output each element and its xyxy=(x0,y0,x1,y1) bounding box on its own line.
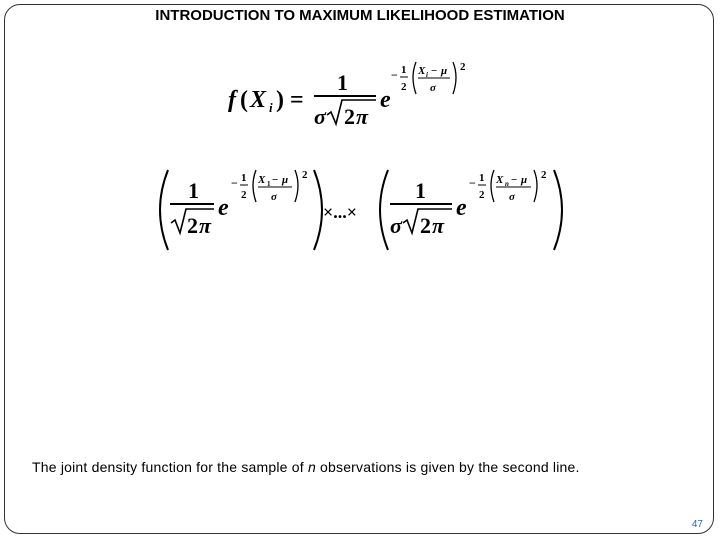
svg-text:f: f xyxy=(228,87,236,113)
svg-text:2: 2 xyxy=(460,61,466,73)
svg-text:e: e xyxy=(218,195,229,221)
svg-text:σ: σ xyxy=(390,213,402,238)
caption-text-start: The joint density function for the sample of xyxy=(32,459,308,475)
svg-text:σ: σ xyxy=(271,191,277,203)
slide-caption xyxy=(32,459,580,475)
svg-text:1: 1 xyxy=(401,64,407,76)
svg-text:i: i xyxy=(269,100,273,115)
svg-text:i: i xyxy=(426,71,428,79)
svg-text:e: e xyxy=(456,195,467,221)
svg-text:−: − xyxy=(391,68,398,82)
svg-text:X: X xyxy=(250,87,267,113)
svg-text:2: 2 xyxy=(401,81,407,93)
svg-text:2: 2 xyxy=(302,169,308,181)
svg-text:μ: μ xyxy=(441,65,448,77)
svg-text:1: 1 xyxy=(241,172,247,184)
svg-text:X: X xyxy=(496,174,504,186)
svg-text:μ: μ xyxy=(282,174,289,186)
svg-text:μ: μ xyxy=(521,174,528,186)
svg-text:X: X xyxy=(418,65,426,77)
svg-text:1: 1 xyxy=(337,70,348,95)
svg-text:2: 2 xyxy=(541,169,547,181)
svg-text:2: 2 xyxy=(420,213,431,238)
svg-text:1: 1 xyxy=(415,178,426,203)
svg-text:×...×: ×...× xyxy=(323,202,358,222)
svg-text:1: 1 xyxy=(267,180,271,188)
joint-density-formula xyxy=(160,169,562,250)
svg-text:n: n xyxy=(505,180,509,188)
svg-text:−: − xyxy=(431,65,438,77)
svg-text:σ: σ xyxy=(430,82,436,94)
svg-text:2: 2 xyxy=(344,104,355,129)
svg-text:−: − xyxy=(272,174,279,186)
slide-title: INTRODUCTION TO MAXIMUM LIKELIHOOD ESTIMATION xyxy=(155,7,565,24)
svg-text:1: 1 xyxy=(479,172,485,184)
svg-text:π: π xyxy=(356,104,369,129)
svg-text:2: 2 xyxy=(479,189,485,201)
page-number: 47 xyxy=(691,519,703,530)
caption-text-end: observations is given by the second line. xyxy=(315,459,580,475)
svg-text:): ) xyxy=(276,87,284,113)
svg-text:−: − xyxy=(511,174,518,186)
svg-text:σ: σ xyxy=(509,191,515,203)
single-density-formula xyxy=(228,61,466,129)
svg-text:e: e xyxy=(380,87,391,113)
svg-text:X: X xyxy=(258,174,266,186)
svg-text:π: π xyxy=(432,213,445,238)
caption-variable-n: n xyxy=(307,459,316,475)
svg-text:2: 2 xyxy=(187,213,198,238)
svg-text:1: 1 xyxy=(188,178,199,203)
svg-text:σ: σ xyxy=(314,104,326,129)
svg-text:−: − xyxy=(231,176,238,190)
svg-text:=: = xyxy=(290,87,304,113)
svg-text:−: − xyxy=(469,176,476,190)
svg-text:2: 2 xyxy=(241,189,247,201)
svg-text:π: π xyxy=(199,213,212,238)
svg-text:(: ( xyxy=(240,87,248,113)
